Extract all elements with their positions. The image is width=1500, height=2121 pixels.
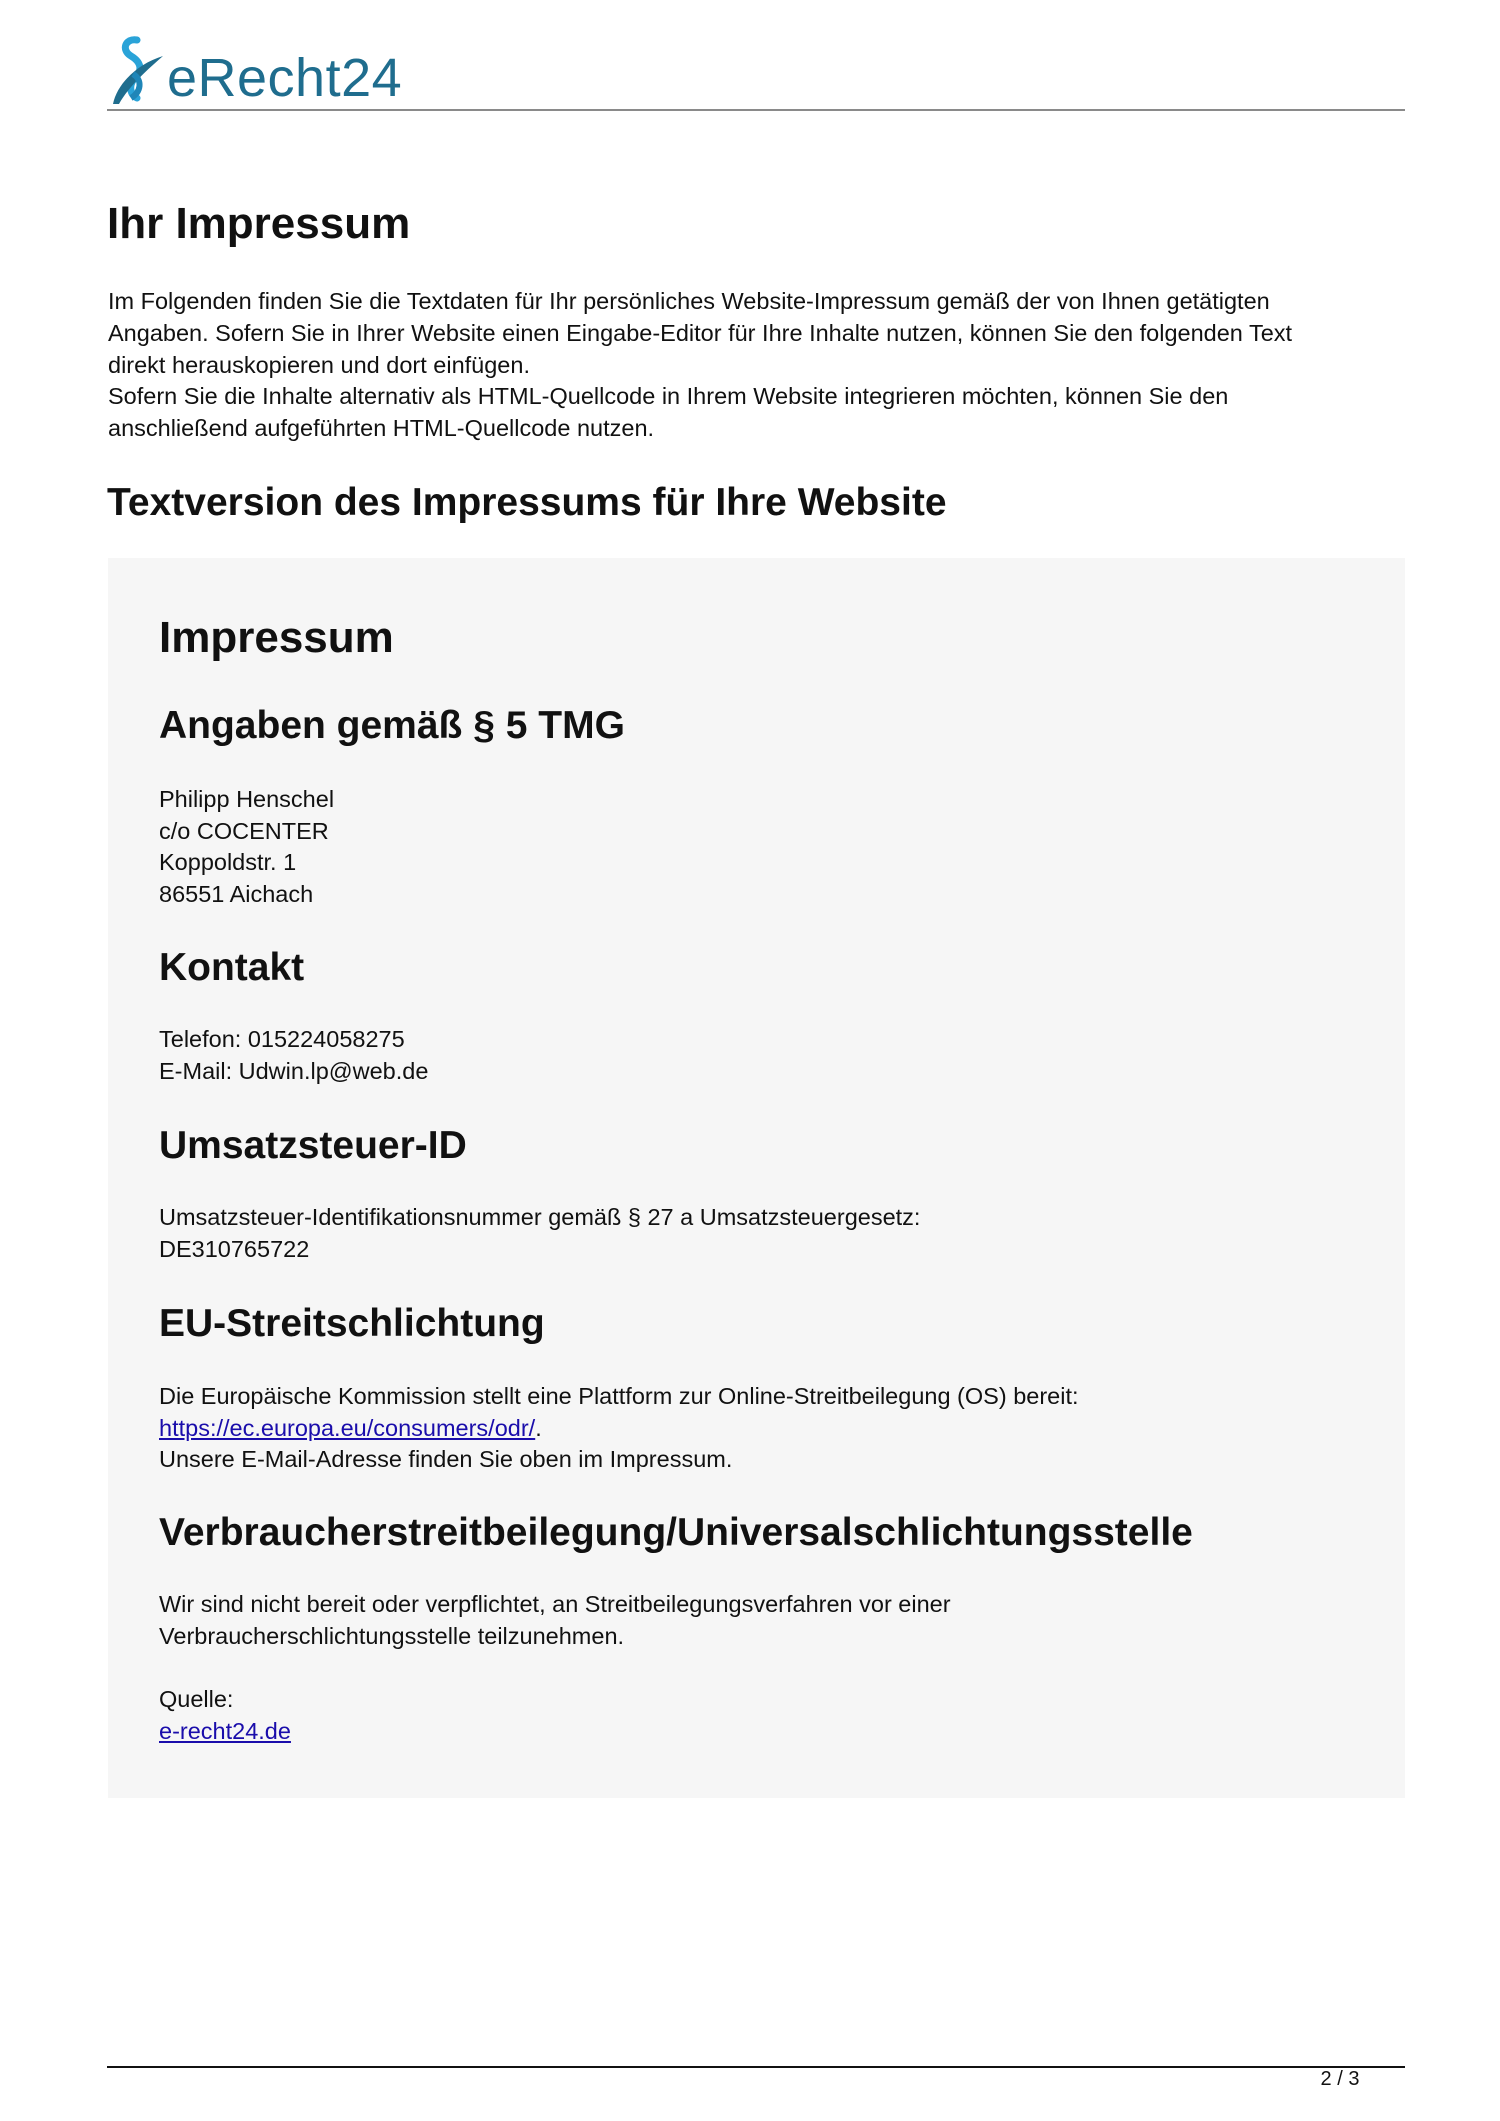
phone-line: Telefon: 015224058275 <box>159 1026 405 1052</box>
eu-line: Unsere E-Mail-Adresse finden Sie oben im Impressum. <box>159 1446 733 1472</box>
angaben-heading: Angaben gemäß § 5 TMG <box>159 704 625 747</box>
eu-heading: EU-Streitschlichtung <box>159 1302 545 1345</box>
header-divider <box>107 109 1405 111</box>
address-line: c/o COCENTER <box>159 818 329 844</box>
intro-line: Im Folgenden finden Sie die Textdaten für Ihr persönliches Website-Impressum gemäß der von Ihnen getätigten <box>108 288 1270 314</box>
footer-divider <box>107 2066 1405 2068</box>
intro-line: Sofern Sie die Inhalte alternativ als HTML-Quellcode in Ihrem Website integrieren möchten, können Sie den <box>108 383 1229 409</box>
verbraucher-heading: Verbraucherstreitbeilegung/Universalschlichtungsstelle <box>159 1511 1193 1554</box>
intro-line: anschließend aufgeführten HTML-Quellcode nutzen. <box>108 415 655 441</box>
intro-line: direkt herauskopieren und dort einfügen. <box>108 352 530 378</box>
ust-heading: Umsatzsteuer-ID <box>159 1124 467 1167</box>
link-suffix: . <box>535 1415 542 1441</box>
erecht24-logo <box>107 34 407 110</box>
eu-link-line <box>159 1413 542 1445</box>
logo-text: eRecht24 <box>167 48 403 108</box>
ust-line: Umsatzsteuer-Identifikationsnummer gemäß § 27 a Umsatzsteuergesetz: <box>159 1204 921 1230</box>
verbraucher-line: Wir sind nicht bereit oder verpflichtet, an Streitbeilegungsverfahren vor einer <box>159 1591 951 1617</box>
quelle-label: Quelle: <box>159 1686 234 1712</box>
eu-line: Die Europäische Kommission stellt eine Plattform zur Online-Streitbeilegung (OS) bereit: <box>159 1383 1079 1409</box>
page-title: Ihr Impressum <box>107 199 411 248</box>
impressum-title: Impressum <box>159 613 394 662</box>
paragraph-logo-icon <box>107 34 169 110</box>
odr-link[interactable]: https://ec.europa.eu/consumers/odr/ <box>159 1415 536 1441</box>
quelle-link[interactable]: e-recht24.de <box>159 1718 291 1744</box>
ust-id: DE310765722 <box>159 1236 310 1262</box>
intro-line: Angaben. Sofern Sie in Ihrer Website einen Eingabe-Editor für Ihre Inhalte nutzen, können Sie den folgenden Text <box>108 320 1293 346</box>
page-number: 2 / 3 <box>1320 2068 1360 2090</box>
address-line: 86551 Aichach <box>159 881 314 907</box>
email-line: E-Mail: Udwin.lp@web.de <box>159 1058 429 1084</box>
kontakt-heading: Kontakt <box>159 946 305 989</box>
address-line: Philipp Henschel <box>159 786 335 812</box>
address-line: Koppoldstr. 1 <box>159 849 297 875</box>
quelle-link-line <box>159 1716 291 1748</box>
section-title: Textversion des Impressums für Ihre Website <box>107 481 947 524</box>
verbraucher-line: Verbraucherschlichtungsstelle teilzunehmen. <box>159 1623 625 1649</box>
